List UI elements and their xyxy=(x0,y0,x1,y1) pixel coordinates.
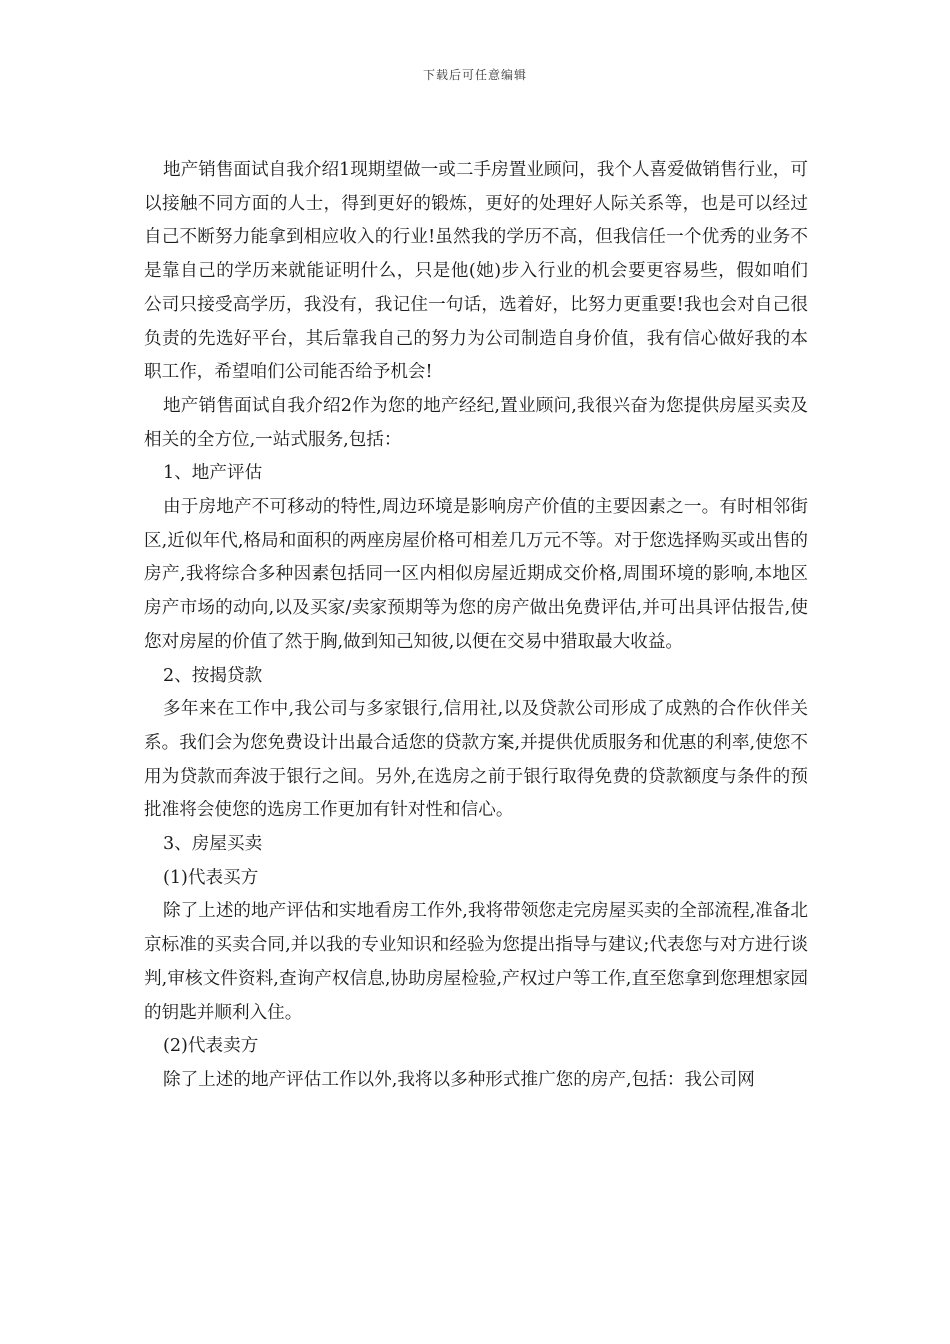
paragraph-appraisal: 由于房地产不可移动的特性,周边环境是影响房产价值的主要因素之一。有时相邻街区,近似年代,格局和面积的两座房屋价格可相差几万元不等。对于您选择购买或出售的房产,我将综合多种因素包括同一区内相似房屋近期成交价格,周围环境的影响,本地区房产市场的动向,以及买家/卖家预期等为您的房产做出免费评估,并可出具评估报告,使您对房屋的价值了然于胸,做到知己知彼,以便在交易中猎取最大收益。 xyxy=(144,497,808,652)
section-heading-trading: 3、房屋买卖 xyxy=(163,834,263,855)
paragraph-intro-1: 地产销售面试自我介绍1现期望做一或二手房置业顾问，我个人喜爱做销售行业，可以接触不同方面的人士，得到更好的锻炼，更好的处理好人际关系等，也是可以经过自己不断努力能拿到相应收入的行业!虽然我的学历不高，但我信任一个优秀的业务不是靠自己的学历来就能证明什么，只是他(她)步入行业的机会要更容易些，假如咱们公司只接受高学历，我没有，我记住一句话，选着好，比努力更重要!我也会对自己很负责的先选好平台，其后靠我自己的努力为公司制造自身价值，我有信心做好我的本职工作，希望咱们公司能否给予机会! xyxy=(144,160,808,383)
page-header: 下载后可任意编辑 xyxy=(422,68,527,82)
paragraph-buyer: 除了上述的地产评估和实地看房工作外,我将带领您走完房屋买卖的全部流程,准备北京标准的买卖合同,并以我的专业知识和经验为您提出指导与建议;代表您与对方进行谈判,审核文件资料,查询产权信息,协助房屋检验,产权过户等工作,直至您拿到您理想家园的钥匙并顺利入住。 xyxy=(144,901,808,1023)
subheading-buyer: (1)代表买方 xyxy=(163,867,259,888)
section-heading-mortgage: 2、按揭贷款 xyxy=(163,665,263,686)
paragraph-mortgage: 多年来在工作中,我公司与多家银行,信用社,以及贷款公司形成了成熟的合作伙伴关系。我们会为您免费设计出最合适您的贷款方案,并提供优质服务和优惠的利率,使您不用为贷款而奔波于银行之间。另外,在选房之前于银行取得免费的贷款额度与条件的预批准将会使您的选房工作更加有针对性和信心。 xyxy=(144,699,808,821)
section-heading-appraisal: 1、地产评估 xyxy=(163,463,263,484)
paragraph-seller: 除了上述的地产评估工作以外,我将以多种形式推广您的房产,包括：我公司网 xyxy=(163,1069,755,1090)
paragraph-intro-2: 地产销售面试自我介绍2作为您的地产经纪,置业顾问,我很兴奋为您提供房屋买卖及相关的全方位,一站式服务,包括： xyxy=(144,395,808,450)
document-body xyxy=(144,154,808,1098)
subheading-seller: (2)代表卖方 xyxy=(163,1036,259,1057)
